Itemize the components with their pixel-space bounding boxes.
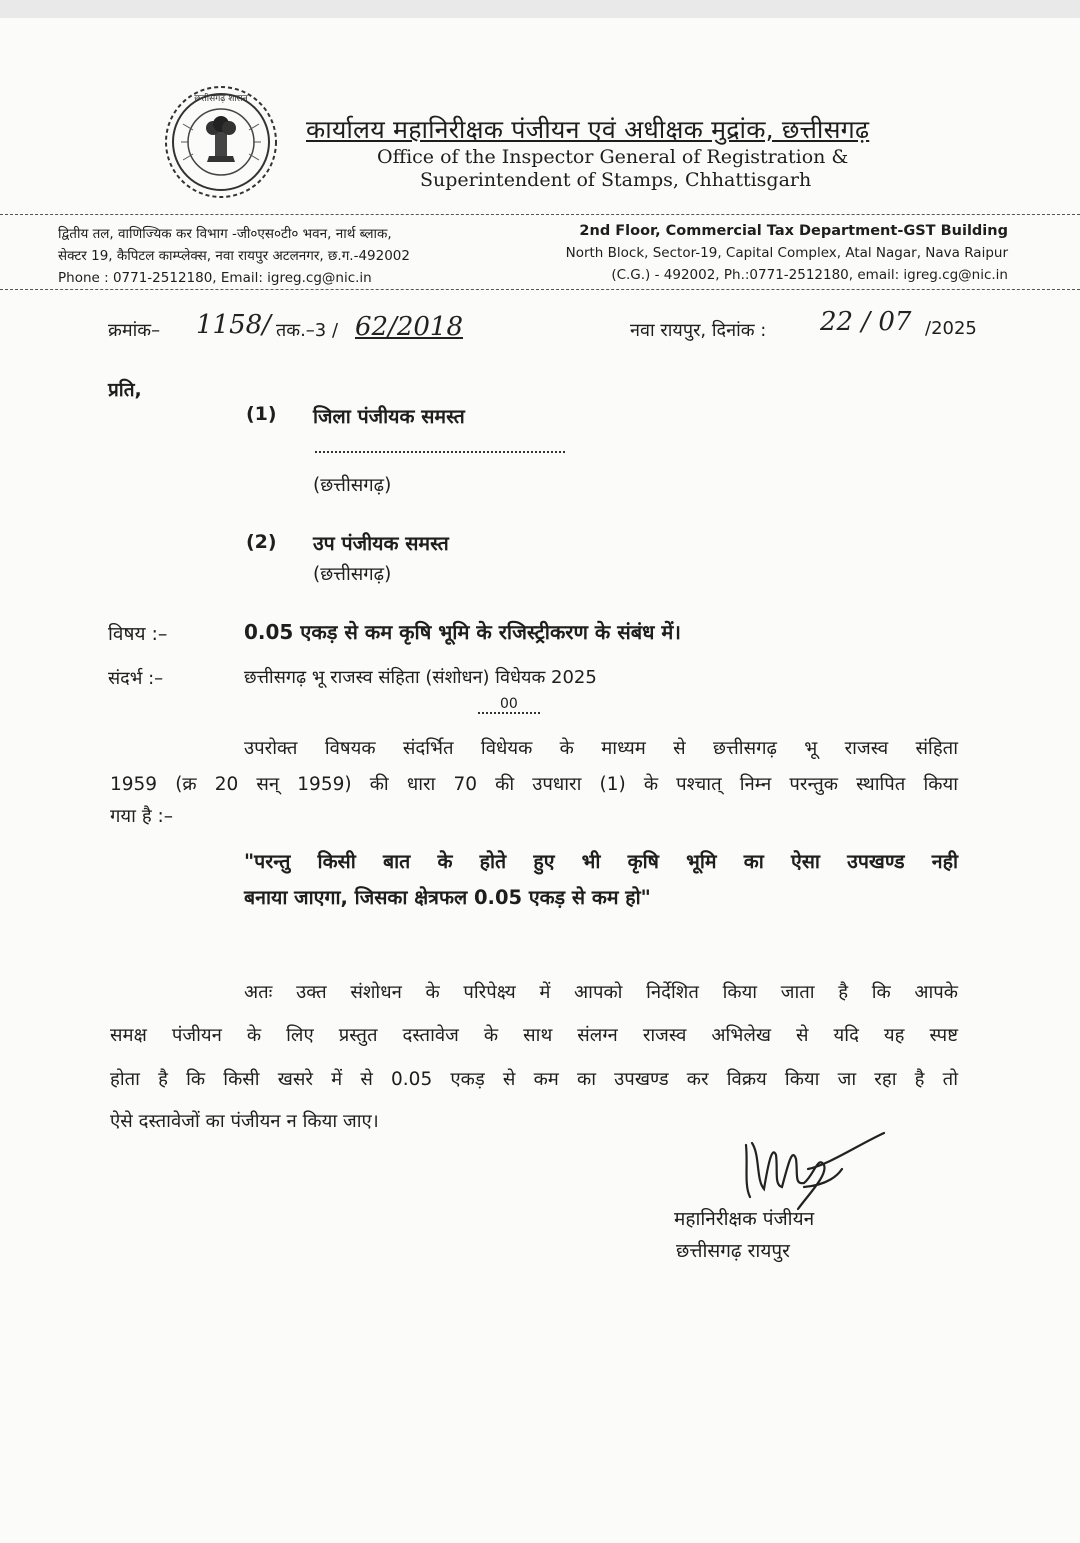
signatory-designation: महानिरीक्षक पंजीयन xyxy=(674,1208,815,1230)
kramank-number: 1158/ xyxy=(196,310,271,340)
government-emblem-icon xyxy=(163,84,279,200)
recipient-2-name: उप पंजीयक समस्त xyxy=(313,532,449,555)
office-title-hindi: कार्यालय महानिरीक्षक पंजीयन एवं अधीक्षक मुद्रांक, छत्तीसगढ़ xyxy=(306,115,870,144)
separator-mark: 00 xyxy=(478,696,540,714)
address-english-line2: North Block, Sector-19, Capital Complex, Atal Nagar, Nava Raipur xyxy=(565,245,1008,261)
recipient-2-number: (2) xyxy=(246,531,277,553)
address-english-line1: 2nd Floor, Commercial Tax Department-GST Building xyxy=(579,223,1008,239)
address-hindi-line1: द्वितीय तल, वाणिज्यिक कर विभाग -जी०एस०टी० भवन, नार्थ ब्लाक, xyxy=(58,226,392,242)
quote-line1: "परन्तु किसी बात के होते हुए भी कृषि भूमि का ऐसा उपखण्ड नही xyxy=(244,850,958,873)
header-divider-bottom xyxy=(0,289,1080,290)
scan-top-strip xyxy=(0,0,1080,18)
address-hindi xyxy=(58,223,410,289)
tak-label: तक.–3 / xyxy=(276,320,339,341)
recipient-1-location: (छत्तीसगढ़) xyxy=(313,475,392,496)
para2-line4: ऐसे दस्तावेजों का पंजीयन न किया जाए। xyxy=(110,1111,379,1132)
tak-number: 62/2018 xyxy=(355,312,464,342)
para1-line2: 1959 (क्र 20 सन् 1959) की धारा 70 की उपधारा (1) के पश्चात् निम्न परन्तुक स्थापित किया xyxy=(110,774,958,795)
signature-icon xyxy=(738,1125,888,1215)
para2-line1: अतः उक्त संशोधन के परिपेक्ष्य में आपको निर्देशित किया जाता है कि आपके xyxy=(244,982,958,1003)
kramank-label: क्रमांक– xyxy=(108,320,161,341)
address-english-line3: (C.G.) - 492002, Ph.:0771-2512180, email: igreg.cg@nic.in xyxy=(611,267,1008,283)
subject-label: विषय :– xyxy=(108,623,168,645)
para1-line3: गया है :– xyxy=(110,806,174,827)
office-title-english-line2: Superintendent of Stamps, Chhattisgarh xyxy=(420,169,812,191)
address-hindi-line3: Phone : 0771-2512180, Email: igreg.cg@nic.in xyxy=(58,270,372,286)
address-english xyxy=(566,220,1008,286)
sandarbh-text: छत्तीसगढ़ भू राजस्व संहिता (संशोधन) विधेयक 2025 xyxy=(244,667,597,688)
svg-text:छत्तीसगढ़ शासन: छत्तीसगढ़ शासन xyxy=(194,94,248,104)
subject-text: 0.05 एकड़ से कम कृषि भूमि के रजिस्ट्रीकरण के संबंध में। xyxy=(244,620,681,644)
date-handwritten: 22 / 07 xyxy=(820,307,912,337)
recipient-2-location: (छत्तीसगढ़) xyxy=(313,564,392,585)
para1-line1: उपरोक्त विषयक संदर्भित विधेयक के माध्यम से छत्तीसगढ़ भू राजस्व संहिता xyxy=(244,738,958,759)
para2-line3: होता है कि किसी खसरे में से 0.05 एकड़ से कम का उपखण्ड कर विक्रय किया जा रहा है तो xyxy=(110,1069,958,1090)
office-title-english-line1: Office of the Inspector General of Registration & xyxy=(377,146,849,168)
recipient-1-name: जिला पंजीयक समस्त xyxy=(313,405,465,428)
para2-line2: समक्ष पंजीयन के लिए प्रस्तुत दस्तावेज के साथ संलग्न राजस्व अभिलेख से यदि यह स्पष्ट xyxy=(110,1025,958,1046)
sandarbh-label: संदर्भ :– xyxy=(108,668,164,689)
quote-line2: बनाया जाएगा, जिसका क्षेत्रफल 0.05 एकड़ से कम हो" xyxy=(244,886,651,909)
recipient-1-number: (1) xyxy=(246,403,277,425)
prati-label: प्रति, xyxy=(108,379,142,401)
recipient-1-dotted-line xyxy=(315,451,565,453)
place-date-label: नवा रायपुर, दिनांक : xyxy=(630,320,767,341)
date-year: /2025 xyxy=(925,318,977,339)
address-hindi-line2: सेक्टर 19, कैपिटल काम्प्लेक्स, नवा रायपुर अटलनगर, छ.ग.-492002 xyxy=(58,248,410,264)
signatory-location: छत्तीसगढ़ रायपुर xyxy=(676,1240,790,1262)
header-divider-top xyxy=(0,214,1080,215)
